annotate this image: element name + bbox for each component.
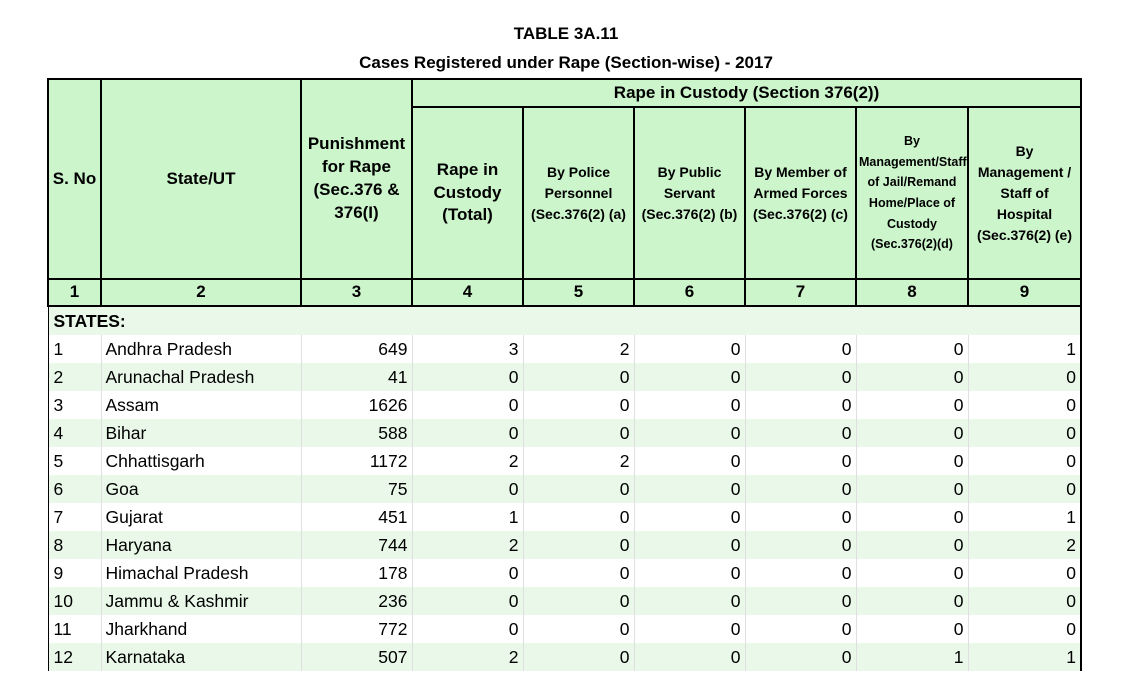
row-value: 0 <box>745 587 856 615</box>
row-value: 0 <box>968 475 1081 503</box>
header-custody-group: Rape in Custody (Section 376(2)) <box>412 79 1081 107</box>
row-value: 1 <box>856 643 968 671</box>
table-row <box>48 559 1081 587</box>
row-value: 0 <box>412 559 523 587</box>
row-state: Andhra Pradesh <box>101 335 301 363</box>
header-punishment: Punishment for Rape (Sec.376 & 376(I) <box>301 79 412 279</box>
row-value: 451 <box>301 503 412 531</box>
row-value: 0 <box>634 363 745 391</box>
row-value: 2 <box>968 531 1081 559</box>
table-row <box>48 335 1081 363</box>
row-state: Gujarat <box>101 503 301 531</box>
row-value: 1 <box>412 503 523 531</box>
row-value: 0 <box>412 475 523 503</box>
row-state: Arunachal Pradesh <box>101 363 301 391</box>
row-value: 0 <box>856 559 968 587</box>
row-value: 0 <box>745 419 856 447</box>
row-value: 0 <box>634 475 745 503</box>
row-value: 0 <box>523 503 634 531</box>
row-value: 0 <box>412 419 523 447</box>
row-value: 236 <box>301 587 412 615</box>
row-value: 0 <box>856 475 968 503</box>
header-sno: S. No <box>48 79 101 279</box>
row-value: 0 <box>856 615 968 643</box>
column-number: 8 <box>856 279 968 306</box>
row-value: 2 <box>412 643 523 671</box>
row-value: 75 <box>301 475 412 503</box>
column-number: 6 <box>634 279 745 306</box>
row-sno: 3 <box>48 391 101 419</box>
row-value: 0 <box>634 419 745 447</box>
row-value: 0 <box>523 419 634 447</box>
row-value: 0 <box>856 447 968 475</box>
column-number: 1 <box>48 279 101 306</box>
row-value: 0 <box>745 559 856 587</box>
row-state: Jharkhand <box>101 615 301 643</box>
row-value: 0 <box>968 447 1081 475</box>
table-row <box>48 531 1081 559</box>
row-value: 2 <box>412 447 523 475</box>
row-value: 0 <box>523 531 634 559</box>
header-state: State/UT <box>101 79 301 279</box>
row-value: 1 <box>968 643 1081 671</box>
row-value: 649 <box>301 335 412 363</box>
row-state: Bihar <box>101 419 301 447</box>
table-row <box>48 643 1081 671</box>
row-state: Karnataka <box>101 643 301 671</box>
row-value: 1172 <box>301 447 412 475</box>
row-value: 0 <box>968 587 1081 615</box>
row-value: 0 <box>634 587 745 615</box>
table-row <box>48 615 1081 643</box>
table-row <box>48 391 1081 419</box>
column-number: 4 <box>412 279 523 306</box>
row-value: 0 <box>856 335 968 363</box>
row-value: 0 <box>968 615 1081 643</box>
row-value: 0 <box>745 503 856 531</box>
row-sno: 6 <box>48 475 101 503</box>
table-row <box>48 587 1081 615</box>
row-value: 0 <box>523 643 634 671</box>
row-value: 1 <box>968 503 1081 531</box>
row-value: 0 <box>856 503 968 531</box>
row-value: 588 <box>301 419 412 447</box>
column-number: 7 <box>745 279 856 306</box>
row-sno: 4 <box>48 419 101 447</box>
table-row <box>48 447 1081 475</box>
row-value: 0 <box>968 419 1081 447</box>
row-value: 178 <box>301 559 412 587</box>
table-row <box>48 503 1081 531</box>
row-sno: 11 <box>48 615 101 643</box>
row-value: 0 <box>634 643 745 671</box>
row-sno: 7 <box>48 503 101 531</box>
row-value: 0 <box>523 475 634 503</box>
rape-cases-table <box>47 78 1082 671</box>
table-row <box>48 363 1081 391</box>
row-value: 0 <box>745 391 856 419</box>
row-value: 0 <box>745 363 856 391</box>
row-value: 2 <box>523 447 634 475</box>
table-subtitle: Cases Registered under Rape (Section-wise) - 2017 <box>359 53 773 72</box>
row-value: 0 <box>634 615 745 643</box>
header-by-police: By Police Personnel (Sec.376(2) (a) <box>523 107 634 279</box>
header-rape-custody-total: Rape in Custody (Total) <box>412 107 523 279</box>
row-value: 0 <box>634 531 745 559</box>
row-sno: 10 <box>48 587 101 615</box>
header-by-jail: By Management/Staff of Jail/Remand Home/Place of Custody (Sec.376(2)(d) <box>856 107 968 279</box>
row-state: Jammu & Kashmir <box>101 587 301 615</box>
row-value: 1626 <box>301 391 412 419</box>
row-value: 507 <box>301 643 412 671</box>
row-value: 744 <box>301 531 412 559</box>
header-by-hospital: By Management / Staff of Hospital (Sec.376(2) (e) <box>968 107 1081 279</box>
column-number: 5 <box>523 279 634 306</box>
row-sno: 9 <box>48 559 101 587</box>
row-value: 0 <box>968 363 1081 391</box>
row-value: 0 <box>523 391 634 419</box>
row-state: Assam <box>101 391 301 419</box>
row-value: 1 <box>968 335 1081 363</box>
row-value: 0 <box>968 559 1081 587</box>
row-value: 0 <box>412 391 523 419</box>
column-number: 2 <box>101 279 301 306</box>
row-value: 0 <box>412 587 523 615</box>
header-by-armed-forces: By Member of Armed Forces (Sec.376(2) (c) <box>745 107 856 279</box>
row-value: 0 <box>856 587 968 615</box>
row-value: 0 <box>523 615 634 643</box>
section-label: STATES: <box>48 306 1081 335</box>
row-value: 0 <box>634 335 745 363</box>
row-value: 0 <box>634 503 745 531</box>
row-state: Goa <box>101 475 301 503</box>
row-value: 0 <box>523 587 634 615</box>
row-value: 0 <box>523 363 634 391</box>
row-sno: 1 <box>48 335 101 363</box>
row-value: 0 <box>856 363 968 391</box>
row-value: 0 <box>745 475 856 503</box>
table-row <box>48 475 1081 503</box>
row-value: 0 <box>634 391 745 419</box>
row-state: Haryana <box>101 531 301 559</box>
row-value: 3 <box>412 335 523 363</box>
row-value: 0 <box>412 615 523 643</box>
row-state: Himachal Pradesh <box>101 559 301 587</box>
row-value: 41 <box>301 363 412 391</box>
header-by-public-servant: By Public Servant (Sec.376(2) (b) <box>634 107 745 279</box>
table-title: TABLE 3A.11 <box>513 24 619 43</box>
row-value: 0 <box>745 615 856 643</box>
row-value: 0 <box>968 391 1081 419</box>
row-value: 0 <box>523 559 634 587</box>
row-value: 0 <box>856 419 968 447</box>
row-sno: 12 <box>48 643 101 671</box>
column-number: 9 <box>968 279 1081 306</box>
row-sno: 2 <box>48 363 101 391</box>
row-sno: 8 <box>48 531 101 559</box>
row-value: 2 <box>523 335 634 363</box>
column-number: 3 <box>301 279 412 306</box>
row-value: 0 <box>745 335 856 363</box>
row-value: 0 <box>745 643 856 671</box>
table-row <box>48 419 1081 447</box>
row-value: 0 <box>634 559 745 587</box>
row-value: 0 <box>745 531 856 559</box>
row-value: 0 <box>856 531 968 559</box>
row-value: 2 <box>412 531 523 559</box>
row-state: Chhattisgarh <box>101 447 301 475</box>
row-value: 0 <box>634 447 745 475</box>
row-value: 0 <box>412 363 523 391</box>
row-sno: 5 <box>48 447 101 475</box>
row-value: 772 <box>301 615 412 643</box>
row-value: 0 <box>856 391 968 419</box>
row-value: 0 <box>745 447 856 475</box>
